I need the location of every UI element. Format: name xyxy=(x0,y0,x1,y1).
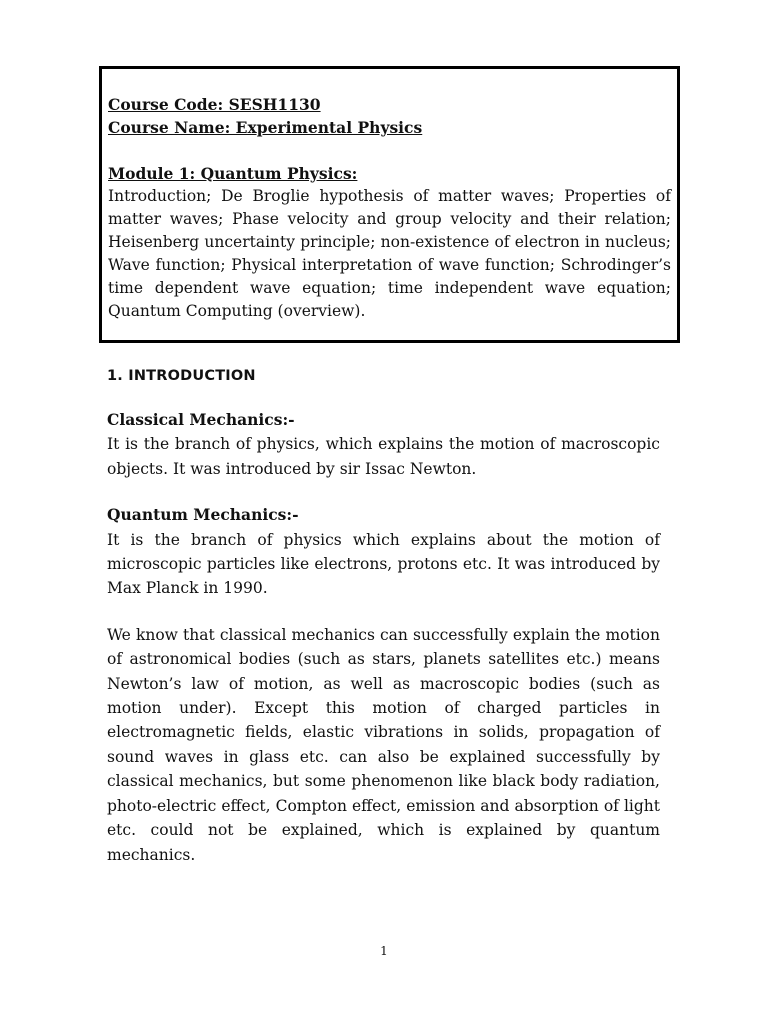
discussion-paragraph: We know that classical mechanics can successfully explain the motion of astronomical bodies (such as stars, planets satellites etc.) means Newton’s law of motion, as well as macroscopic bodies (such as motion under). Except this motion of charged particles in electromagnetic fields, elastic vibrations in solids, propagation of sound waves in glass etc. can also be explained successfully by classical mechanics, but some phenomenon like black body radiation, photo-electric effect, Compton effect, emission and absorption of light etc. could not be explained, which is explained by quantum mechanics. xyxy=(107,625,660,864)
classical-mechanics-heading: Classical Mechanics:- xyxy=(107,410,295,429)
classical-mechanics-text: It is the branch of physics, which explains the motion of macroscopic objects. It was introduced by sir Issac Newton. xyxy=(107,435,660,478)
module-topics: Introduction; De Broglie hypothesis of matter waves; Properties of matter waves; Phase velocity and group velocity and their relation; Heisenberg uncertainty principle; non-existence of electron in nucleus; Wave function; Physical interpretation of wave function; Schrodinger’s time dependent wave equation; time independent wave equation; Quantum Computing (overview). xyxy=(108,187,671,320)
course-name: Course Name: Experimental Physics xyxy=(108,118,423,137)
page-number: 1 xyxy=(380,944,388,958)
paragraph-gap xyxy=(107,481,660,503)
paragraph-gap xyxy=(107,601,660,623)
course-code: Course Code: SESH1130 xyxy=(108,95,321,114)
quantum-mechanics-text: It is the branch of physics which explains about the motion of microscopic particles like electrons, protons etc. It was introduced by Max Planck in 1990. xyxy=(107,530,660,598)
course-info-box xyxy=(99,66,680,343)
section-title: 1. INTRODUCTION xyxy=(107,368,256,384)
module-heading: Module 1: Quantum Physics: xyxy=(108,164,358,183)
document-body xyxy=(107,408,660,867)
quantum-mechanics-heading: Quantum Mechanics:- xyxy=(107,505,299,525)
